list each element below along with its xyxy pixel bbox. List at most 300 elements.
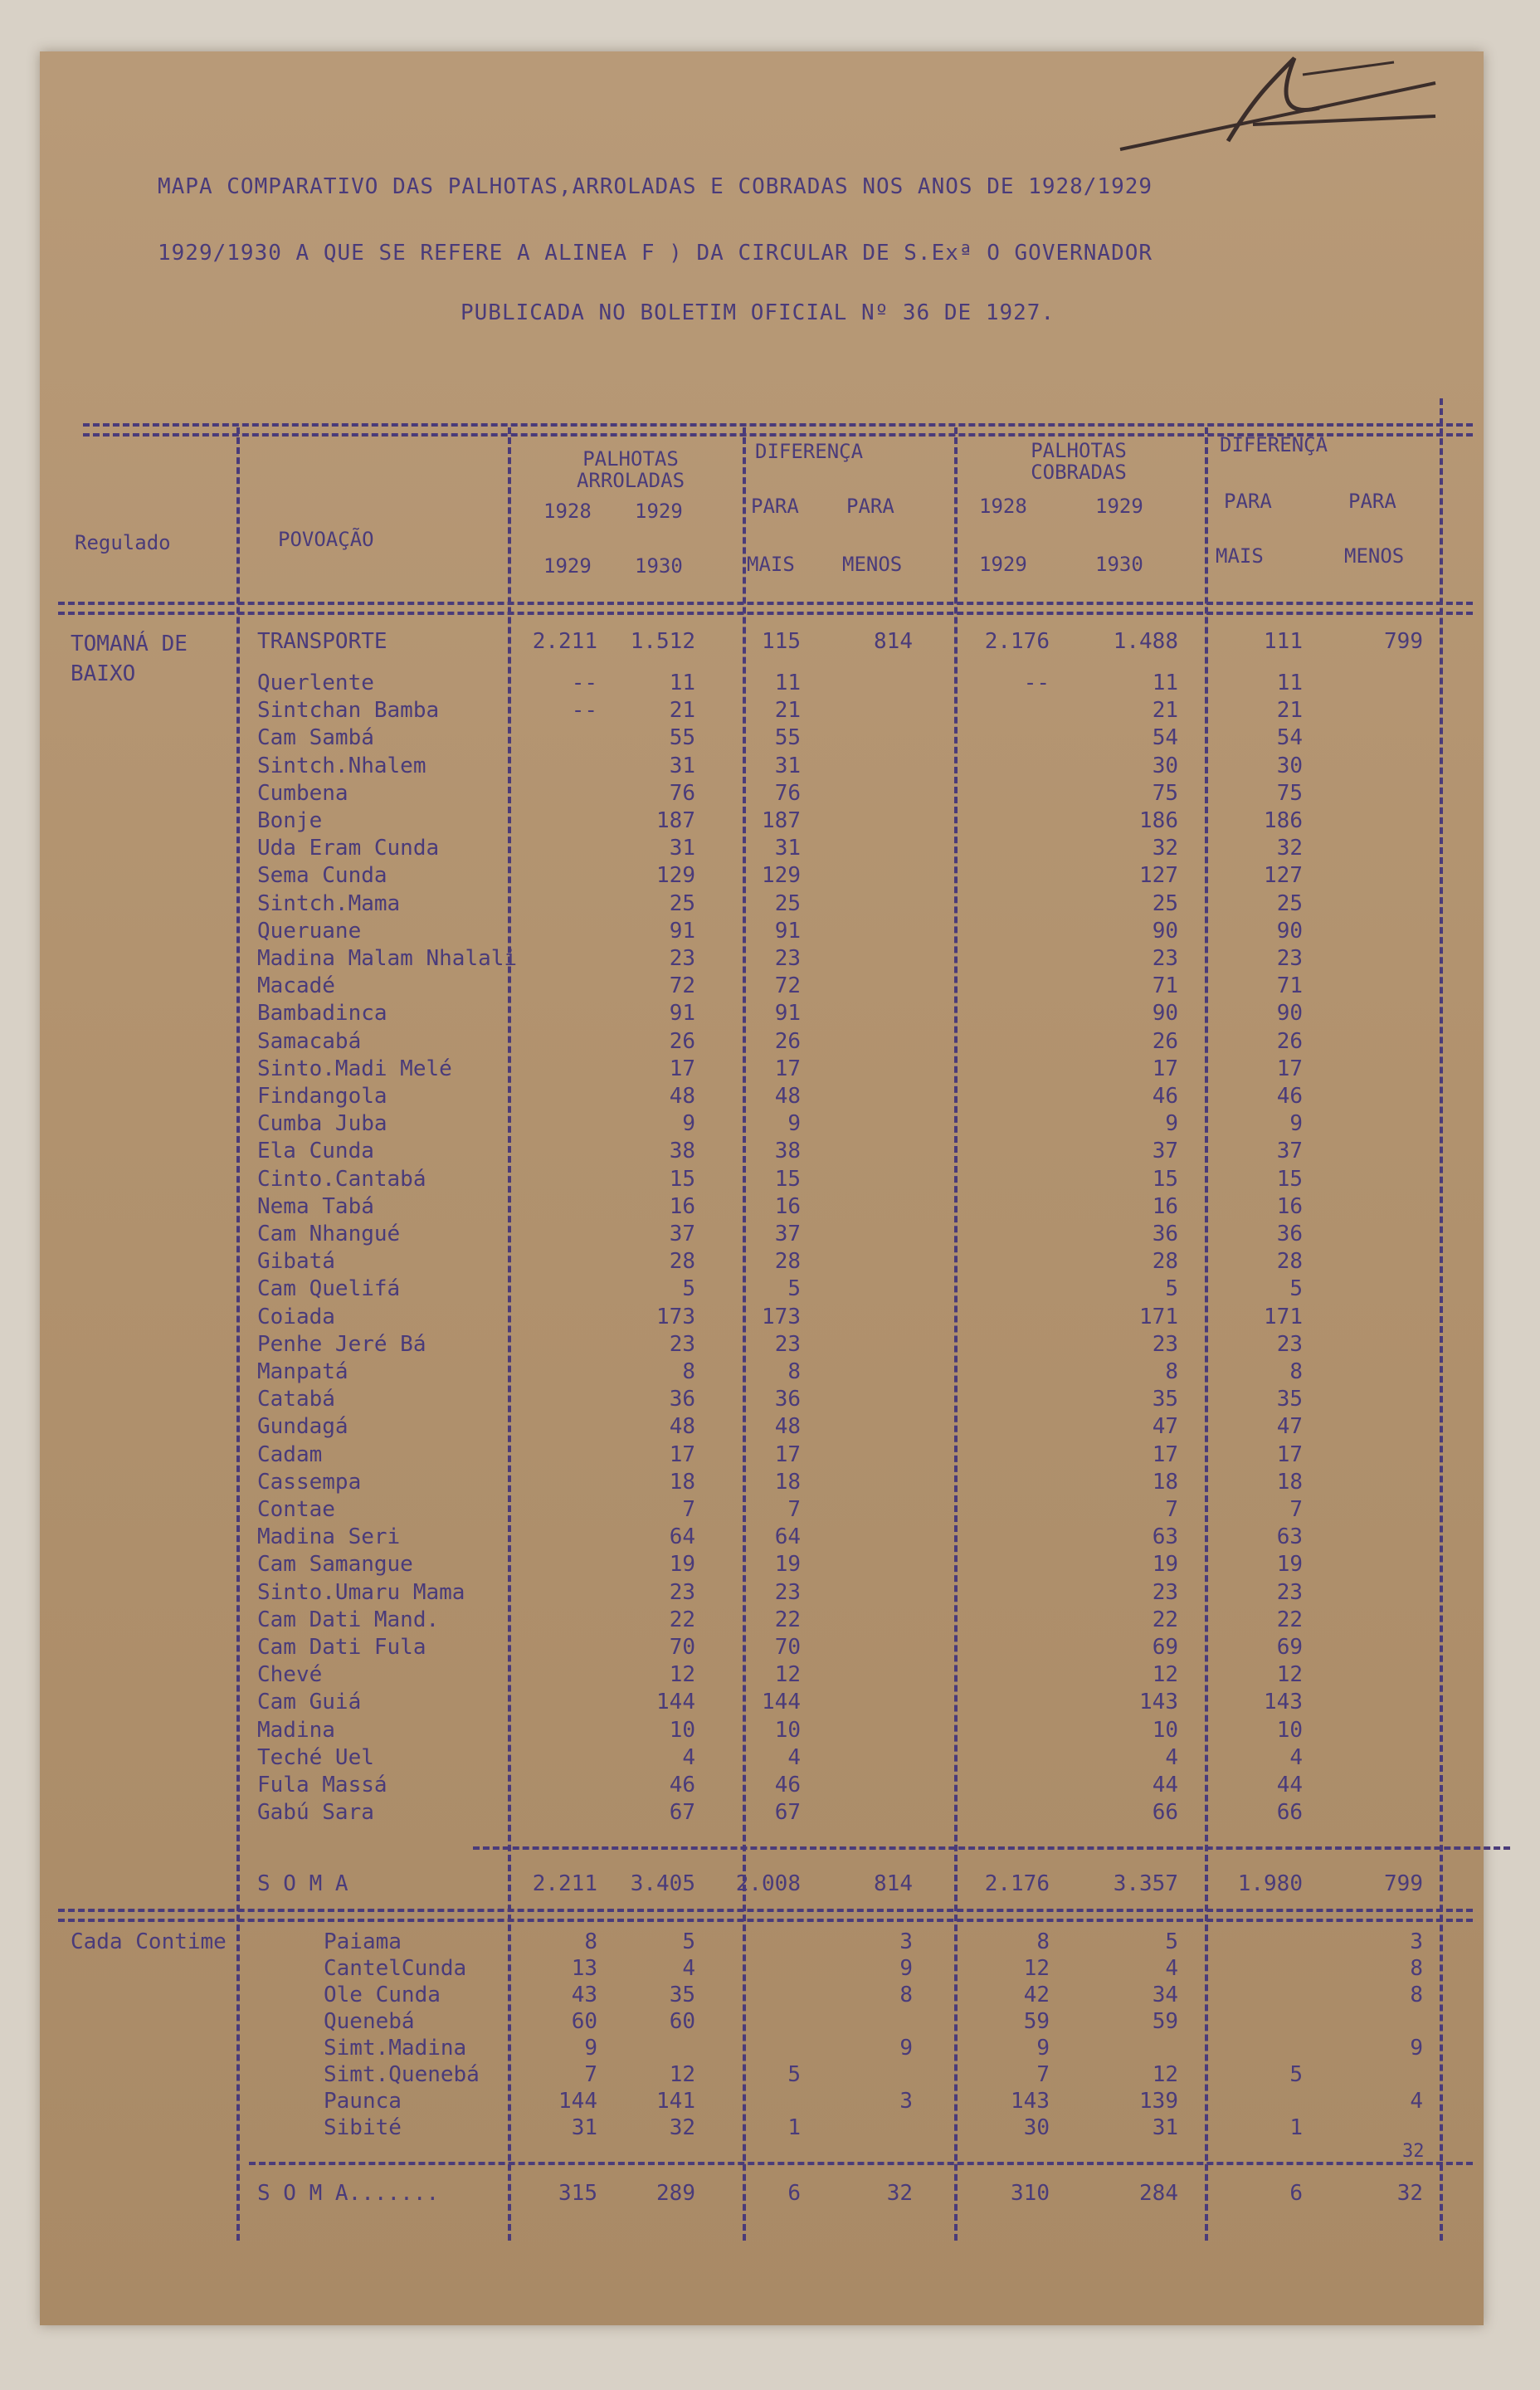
soma1-col-2: 3.405 (630, 1871, 695, 1896)
table-cell: 23 (1276, 1331, 1303, 1357)
table-cell: 4 (1165, 1744, 1178, 1770)
table-cell: 23 (1152, 1579, 1178, 1605)
title-line-3: PUBLICADA NO BOLETIM OFICIAL Nº 36 DE 1927. (461, 300, 1055, 325)
table-cell: 9 (899, 1956, 913, 1981)
table-cell: 7 (1036, 2062, 1050, 2087)
table-cell: 26 (1152, 1028, 1178, 1054)
table-cell: 48 (669, 1084, 695, 1109)
povoacao-name: Madina (257, 1717, 335, 1743)
table-cell: 7 (682, 1497, 695, 1522)
table-cell: 9 (682, 1111, 695, 1137)
table-cell: 4 (787, 1744, 801, 1770)
povoacao-name: Cumbena (257, 780, 348, 806)
header-palhotas-cobradas: PALHOTAS COBRADAS (1031, 439, 1127, 484)
table-cell: 5 (682, 1929, 695, 1954)
table-cell: 30 (1276, 753, 1303, 778)
transporte-col-6: 1.488 (1113, 629, 1178, 654)
povoacao-name: Cam Guiá (257, 1690, 362, 1715)
table-cell: 90 (1276, 918, 1303, 944)
table-cell: 5 (1289, 1276, 1303, 1302)
table-cell: 55 (669, 725, 695, 751)
regulado-cada-contime: Cada Contime (71, 1929, 227, 1954)
povoacao-name: Queruane (257, 918, 362, 944)
table-cell: 37 (1152, 1139, 1178, 1164)
table-cell: 36 (1276, 1222, 1303, 1246)
table-cell: 35 (1276, 1387, 1303, 1412)
table-cell: 17 (774, 1056, 801, 1081)
table-cell: 23 (774, 946, 801, 971)
povoacao-name: Bonje (257, 808, 323, 833)
soma1-col-4: 814 (874, 1871, 913, 1896)
table-cell: 59 (1152, 2009, 1178, 2034)
header-povoacao: POVOAÇÃO (278, 528, 374, 551)
table-cell: 25 (1276, 890, 1303, 916)
table-cell: 17 (1152, 1056, 1178, 1081)
extra-value: 32 (1402, 2141, 1425, 2162)
regulado-tomana: TOMANÁ DE BAIXO (71, 632, 188, 686)
transporte-label: TRANSPORTE (257, 629, 387, 654)
table-cell: 23 (774, 1331, 801, 1357)
table-cell: 12 (1276, 1662, 1303, 1688)
table-cell: 17 (669, 1056, 695, 1081)
povoacao-name: Manpatá (257, 1359, 348, 1384)
table-cell: 143 (1139, 1690, 1178, 1715)
table-cell: 15 (774, 1166, 801, 1192)
table-cell: 144 (558, 2089, 597, 2114)
table-cell: 11 (1276, 671, 1303, 695)
table-cell: 25 (1152, 890, 1178, 916)
table-cell: 23 (1276, 946, 1303, 971)
povoacao-name: Penhe Jeré Bá (257, 1331, 426, 1357)
transporte-col-3: 115 (762, 629, 801, 654)
povoacao-name: Sintch.Nhalem (257, 753, 426, 778)
table-cell: 31 (774, 836, 801, 861)
table-cell: 32 (1152, 836, 1178, 861)
table-cell: 26 (774, 1028, 801, 1054)
table-cell: 13 (571, 1956, 597, 1981)
table-cell: 28 (1152, 1249, 1178, 1275)
povoacao-name: Simt.Madina (324, 2036, 467, 2061)
povoacao-name: Cadam (257, 1441, 323, 1467)
povoacao-name: Cassempa (257, 1469, 362, 1495)
table-cell: 187 (762, 808, 801, 833)
table-cell: 46 (669, 1773, 695, 1797)
soma2-rule (249, 2162, 1473, 2165)
table-cell: 47 (1276, 1414, 1303, 1440)
povoacao-name: Cinto.Cantabá (257, 1166, 426, 1192)
povoacao-name: Paunca (324, 2089, 402, 2114)
table-cell: 3 (899, 1929, 913, 1954)
table-cell: 54 (1152, 725, 1178, 751)
povoacao-name: Cumba Juba (257, 1111, 387, 1137)
povoacao-name: Quenebá (324, 2009, 415, 2034)
table-cell: 186 (1264, 808, 1303, 833)
povoacao-name: Cam Sambá (257, 725, 374, 751)
table-cell: 143 (1011, 2089, 1050, 2114)
soma1-col-7: 1.980 (1237, 1871, 1303, 1896)
header-diferenca-2: DIFERENÇA (1220, 433, 1328, 456)
table-cell: 22 (1152, 1607, 1178, 1632)
povoacao-name: Cam Dati Fula (257, 1635, 426, 1660)
soma2-label: S O M A....... (257, 2181, 440, 2206)
povoacao-name: Paiama (324, 1929, 402, 1954)
povoacao-name: Sintch.Mama (257, 890, 401, 916)
table-cell: 28 (669, 1249, 695, 1275)
table-cell: 7 (584, 2062, 597, 2087)
table-cell: 144 (762, 1690, 801, 1715)
table-cell: 60 (669, 2009, 695, 2034)
table-cell: 171 (1139, 1304, 1178, 1329)
table-cell: 30 (1023, 2115, 1050, 2140)
table-cell: 22 (774, 1607, 801, 1632)
table-cell: 8 (1289, 1359, 1303, 1384)
table-cell: 70 (669, 1635, 695, 1660)
povoacao-name: Uda Eram Cunda (257, 836, 440, 861)
table-cell: 8 (584, 1929, 597, 1954)
soma1-col-1: 2.211 (532, 1871, 597, 1896)
table-cell: -- (1023, 671, 1050, 695)
table-cell: 26 (1276, 1028, 1303, 1054)
table-cell: 32 (1276, 836, 1303, 861)
table-cell: 5 (1289, 2062, 1303, 2087)
table-cell: 186 (1139, 808, 1178, 833)
table-cell: 4 (1165, 1956, 1178, 1981)
povoacao-name: Cam Quelifá (257, 1276, 401, 1302)
table-cell: 17 (774, 1441, 801, 1467)
header-mais-2: MAIS (1216, 544, 1264, 568)
table-cell: 5 (682, 1276, 695, 1302)
table-cell: 66 (1276, 1800, 1303, 1826)
table-cell: 3 (1410, 1929, 1423, 1954)
table-cell: 91 (669, 918, 695, 944)
table-cell: 7 (787, 1497, 801, 1522)
table-cell: 9 (1410, 2036, 1423, 2061)
table-cell: 71 (1152, 973, 1178, 999)
table-cell: 90 (1152, 1001, 1178, 1027)
povoacao-name: Sibité (324, 2115, 402, 2140)
section-rule-2 (58, 1919, 1473, 1922)
table-cell: 11 (774, 671, 801, 695)
table-cell: 91 (774, 918, 801, 944)
table-cell: 9 (1289, 1111, 1303, 1137)
header-bottom-rule-2 (58, 612, 1473, 615)
header-arr-1930: 1930 (635, 554, 683, 578)
table-cell: -- (571, 671, 597, 695)
table-cell: 71 (1276, 973, 1303, 999)
table-cell: 59 (1023, 2009, 1050, 2034)
table-cell: 21 (1152, 698, 1178, 724)
table-cell: 55 (774, 725, 801, 751)
table-cell: 19 (669, 1552, 695, 1578)
table-cell: 31 (669, 753, 695, 778)
table-cell: 36 (774, 1387, 801, 1412)
table-cell: 64 (774, 1524, 801, 1550)
table-cell: 31 (669, 836, 695, 861)
table-cell: 67 (669, 1800, 695, 1826)
povoacao-name: Gabú Sara (257, 1800, 374, 1826)
table-cell: 21 (774, 698, 801, 724)
table-cell: 36 (669, 1387, 695, 1412)
soma2-col-7: 6 (1289, 2181, 1303, 2206)
table-cell: 16 (774, 1193, 801, 1219)
table-cell: 22 (669, 1607, 695, 1632)
povoacao-name: Simt.Quenebá (324, 2062, 480, 2087)
table-cell: 173 (656, 1304, 695, 1329)
table-cell: 28 (1276, 1249, 1303, 1275)
header-para-1b: PARA (846, 495, 894, 518)
table-cell: 141 (656, 2089, 695, 2114)
table-cell: 63 (1152, 1524, 1178, 1550)
table-cell: 70 (774, 1635, 801, 1660)
povoacao-name: Samacabá (257, 1028, 362, 1054)
table-cell: 23 (669, 1579, 695, 1605)
title-line-1: MAPA COMPARATIVO DAS PALHOTAS,ARROLADAS E COBRADAS NOS ANOS DE 1928/1929 (158, 174, 1153, 199)
povoacao-name: Cam Nhangué (257, 1222, 401, 1246)
table-cell: 7 (1289, 1497, 1303, 1522)
soma1-col-6: 3.357 (1113, 1871, 1178, 1896)
table-cell: 12 (1152, 1662, 1178, 1688)
table-cell: 12 (669, 2062, 695, 2087)
table-cell: 69 (1276, 1635, 1303, 1660)
table-cell: 63 (1276, 1524, 1303, 1550)
header-diferenca-1: DIFERENÇA (755, 440, 864, 463)
povoacao-name: Sema Cunda (257, 863, 387, 889)
povoacao-name: Sinto.Umaru Mama (257, 1579, 465, 1605)
povoacao-name: Gibatá (257, 1249, 335, 1275)
povoacao-name: Macadé (257, 973, 335, 999)
table-cell: 1 (1289, 2115, 1303, 2140)
table-cell: 90 (1276, 1001, 1303, 1027)
table-cell: 5 (1165, 1276, 1178, 1302)
header-cob-1930: 1930 (1095, 553, 1143, 576)
table-cell: 173 (762, 1304, 801, 1329)
table-cell: 9 (899, 2036, 913, 2061)
transporte-col-2: 1.512 (630, 629, 695, 654)
table-cell: 36 (1152, 1222, 1178, 1246)
povoacao-name: Querlente (257, 671, 374, 695)
table-cell: 8 (1165, 1359, 1178, 1384)
table-cell: 9 (787, 1111, 801, 1137)
signature-mark (1104, 25, 1452, 174)
povoacao-name: Teché Uel (257, 1744, 374, 1770)
table-cell: 10 (1152, 1717, 1178, 1743)
soma2-col-4: 32 (886, 2181, 913, 2206)
table-cell: 19 (774, 1552, 801, 1578)
table-cell: 31 (774, 753, 801, 778)
table-cell: 17 (1276, 1056, 1303, 1081)
header-para-1a: PARA (751, 495, 799, 518)
table-cell: 46 (1276, 1084, 1303, 1109)
table-cell: 21 (1276, 698, 1303, 724)
soma2-col-8: 32 (1396, 2181, 1423, 2206)
table-cell: 21 (669, 698, 695, 724)
povoacao-name: Fula Massá (257, 1773, 387, 1797)
table-cell: 46 (774, 1773, 801, 1797)
table-cell: 8 (1410, 1956, 1423, 1981)
table-cell: 17 (1152, 1441, 1178, 1467)
header-mais-1: MAIS (747, 553, 795, 576)
table-cell: 72 (774, 973, 801, 999)
transporte-col-7: 111 (1264, 629, 1303, 654)
table-cell: 10 (669, 1717, 695, 1743)
table-cell: 8 (899, 1983, 913, 2007)
povoacao-name: Cam Dati Mand. (257, 1607, 440, 1632)
table-cell: 7 (1165, 1497, 1178, 1522)
table-cell: 46 (1152, 1084, 1178, 1109)
soma-rule (473, 1846, 1510, 1850)
table-cell: 38 (774, 1139, 801, 1164)
soma1-label: S O M A (257, 1871, 348, 1896)
table-cell: 16 (1152, 1193, 1178, 1219)
soma2-col-5: 310 (1011, 2181, 1050, 2206)
table-cell: 25 (669, 890, 695, 916)
table-cell: 54 (1276, 725, 1303, 751)
table-cell: 91 (774, 1001, 801, 1027)
table-cell: 35 (1152, 1387, 1178, 1412)
soma2-col-6: 284 (1139, 2181, 1178, 2206)
table-cell: 144 (656, 1690, 695, 1715)
table-cell: 5 (787, 1276, 801, 1302)
table-cell: 23 (1152, 1331, 1178, 1357)
table-cell: 9 (1165, 1111, 1178, 1137)
soma2-col-1: 315 (558, 2181, 597, 2206)
table-cell: 18 (1276, 1469, 1303, 1495)
povoacao-name: CantelCunda (324, 1956, 467, 1981)
table-cell: 12 (774, 1662, 801, 1688)
povoacao-name: Sinto.Madi Melé (257, 1056, 452, 1081)
table-cell: 12 (669, 1662, 695, 1688)
table-cell: 48 (774, 1084, 801, 1109)
table-cell: 76 (669, 780, 695, 806)
table-cell: 26 (669, 1028, 695, 1054)
povoacao-name: Nema Tabá (257, 1193, 374, 1219)
table-cell: 25 (774, 890, 801, 916)
soma2-col-3: 6 (787, 2181, 801, 2206)
table-cell: 129 (656, 863, 695, 889)
table-cell: 17 (1276, 1441, 1303, 1467)
col-divider-6 (1440, 398, 1443, 2241)
header-para-2b: PARA (1348, 490, 1396, 513)
table-cell: 38 (669, 1139, 695, 1164)
table-cell: -- (571, 698, 597, 724)
table-cell: 18 (1152, 1469, 1178, 1495)
soma1-col-5: 2.176 (984, 1871, 1050, 1896)
table-cell: 91 (669, 1001, 695, 1027)
table-cell: 47 (1152, 1414, 1178, 1440)
table-cell: 18 (669, 1469, 695, 1495)
table-cell: 37 (774, 1222, 801, 1246)
table-cell: 67 (774, 1800, 801, 1826)
table-cell: 16 (1276, 1193, 1303, 1219)
header-menos-1: MENOS (842, 553, 903, 576)
table-cell: 42 (1023, 1983, 1050, 2007)
table-cell: 31 (1152, 2115, 1178, 2140)
table-cell: 8 (682, 1359, 695, 1384)
table-cell: 44 (1276, 1773, 1303, 1797)
table-cell: 5 (787, 2062, 801, 2087)
table-cell: 32 (669, 2115, 695, 2140)
povoacao-name: Ela Cunda (257, 1139, 374, 1164)
povoacao-name: Ole Cunda (324, 1983, 441, 2007)
table-cell: 5 (1165, 1929, 1178, 1954)
table-cell: 34 (1152, 1983, 1178, 2007)
soma1-col-3: 2.008 (735, 1871, 801, 1896)
header-para-2a: PARA (1224, 490, 1272, 513)
header-palhotas-arroladas: PALHOTAS ARROLADAS (576, 447, 685, 492)
table-cell: 48 (774, 1414, 801, 1440)
table-cell: 129 (762, 863, 801, 889)
transporte-col-8: 799 (1384, 629, 1423, 654)
table-cell: 15 (1276, 1166, 1303, 1192)
table-cell: 35 (669, 1983, 695, 2007)
table-cell: 11 (1152, 671, 1178, 695)
table-cell: 171 (1264, 1304, 1303, 1329)
table-cell: 69 (1152, 1635, 1178, 1660)
header-arr-1929a: 1929 (635, 500, 683, 523)
section-rule (58, 1909, 1473, 1912)
table-cell: 76 (774, 780, 801, 806)
header-cob-1929b: 1929 (979, 553, 1027, 576)
table-cell: 9 (584, 2036, 597, 2061)
table-cell: 8 (787, 1359, 801, 1384)
table-cell: 75 (1152, 780, 1178, 806)
table-cell: 8 (1410, 1983, 1423, 2007)
header-bottom-rule (58, 602, 1473, 605)
table-cell: 23 (669, 1331, 695, 1357)
table-cell: 10 (774, 1717, 801, 1743)
header-arr-1928: 1928 (543, 500, 592, 523)
table-cell: 12 (1152, 2062, 1178, 2087)
povoacao-name: Bambadinca (257, 1001, 387, 1027)
table-cell: 37 (669, 1222, 695, 1246)
header-regulado: Regulado (75, 531, 171, 554)
table-cell: 127 (1264, 863, 1303, 889)
povoacao-name: Sintchan Bamba (257, 698, 440, 724)
header-cob-1929a: 1929 (1095, 495, 1143, 518)
table-cell: 1 (787, 2115, 801, 2140)
title-line-2: 1929/1930 A QUE SE REFERE A ALINEA F ) DA CIRCULAR DE S.Exª O GOVERNADOR (158, 241, 1153, 266)
table-cell: 143 (1264, 1690, 1303, 1715)
table-cell: 18 (774, 1469, 801, 1495)
table-cell: 12 (1023, 1956, 1050, 1981)
table-cell: 15 (669, 1166, 695, 1192)
table-cell: 64 (669, 1524, 695, 1550)
povoacao-name: Chevé (257, 1662, 323, 1688)
table-cell: 44 (1152, 1773, 1178, 1797)
col-divider-1 (236, 427, 240, 2241)
table-cell: 22 (1276, 1607, 1303, 1632)
table-cell: 23 (669, 946, 695, 971)
table-cell: 23 (1276, 1579, 1303, 1605)
povoacao-name: Madina Malam Nhalali (257, 946, 518, 971)
table-cell: 17 (669, 1441, 695, 1467)
transporte-col-1: 2.211 (532, 629, 597, 654)
table-cell: 37 (1276, 1139, 1303, 1164)
table-cell: 72 (669, 973, 695, 999)
table-cell: 28 (774, 1249, 801, 1275)
table-cell: 4 (1410, 2089, 1423, 2114)
table-cell: 19 (1276, 1552, 1303, 1578)
soma2-col-2: 289 (656, 2181, 695, 2206)
transporte-col-4: 814 (874, 629, 913, 654)
table-cell: 75 (1276, 780, 1303, 806)
table-cell: 11 (669, 671, 695, 695)
table-cell: 16 (669, 1193, 695, 1219)
table-cell: 15 (1152, 1166, 1178, 1192)
table-cell: 139 (1139, 2089, 1178, 2114)
povoacao-name: Contae (257, 1497, 335, 1522)
table-cell: 43 (571, 1983, 597, 2007)
